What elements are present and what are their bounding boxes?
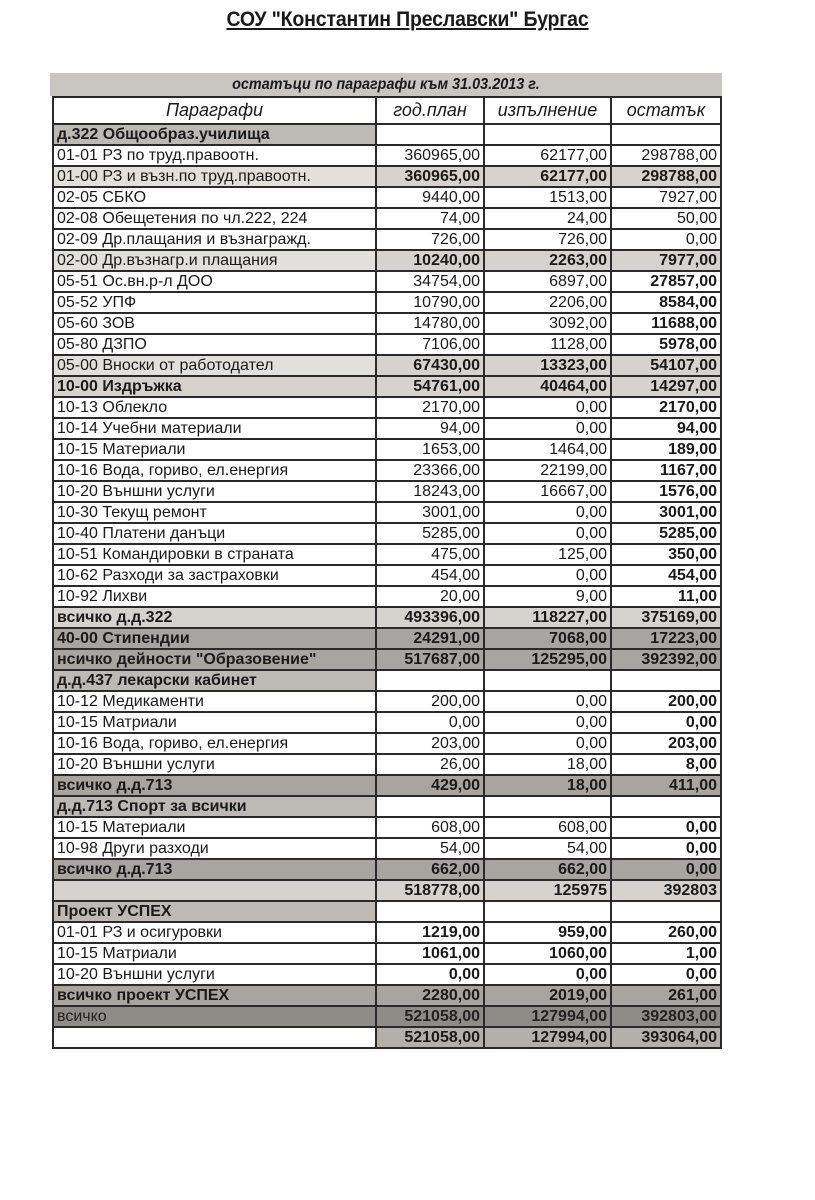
cell-remainder: [611, 796, 721, 817]
row-label: 10-15 Матриали: [53, 712, 376, 733]
cell-annual-plan: 5285,00: [376, 523, 484, 544]
cell-execution: 2019,00: [484, 985, 611, 1006]
cell-execution: 118227,00: [484, 607, 611, 628]
cell-execution: 0,00: [484, 418, 611, 439]
cell-remainder: 7977,00: [611, 250, 721, 271]
table-row: [53, 649, 721, 670]
cell-annual-plan: 7106,00: [376, 334, 484, 355]
cell-remainder: 1576,00: [611, 481, 721, 502]
cell-remainder: 8584,00: [611, 292, 721, 313]
row-label: 05-51 Ос.вн.р-л ДОО: [53, 271, 376, 292]
row-label: Проект УСПЕХ: [53, 901, 376, 922]
row-label: 02-09 Др.плащания и възнагражд.: [53, 229, 376, 250]
row-label: 10-16 Вода, гориво, ел.енергия: [53, 733, 376, 754]
cell-execution: 0,00: [484, 964, 611, 985]
table-row: [53, 796, 721, 817]
table-row: [53, 481, 721, 502]
table-row: [53, 922, 721, 943]
document-title: СОУ "Константин Преславски" Бургас: [226, 8, 589, 31]
row-label: 01-01 РЗ и осигуровки: [53, 922, 376, 943]
cell-annual-plan: 34754,00: [376, 271, 484, 292]
cell-annual-plan: 662,00: [376, 859, 484, 880]
cell-annual-plan: 200,00: [376, 691, 484, 712]
row-label: всичко д.д.713: [53, 775, 376, 796]
cell-execution: 125,00: [484, 544, 611, 565]
cell-remainder: 261,00: [611, 985, 721, 1006]
cell-execution: 0,00: [484, 712, 611, 733]
table-row: [53, 502, 721, 523]
cell-execution: 959,00: [484, 922, 611, 943]
row-label: всичко проект УСПЕХ: [53, 985, 376, 1006]
cell-execution: 608,00: [484, 817, 611, 838]
table-row: [53, 838, 721, 859]
cell-execution: 6897,00: [484, 271, 611, 292]
table-row: [53, 271, 721, 292]
cell-remainder: 1167,00: [611, 460, 721, 481]
cell-annual-plan: 2170,00: [376, 397, 484, 418]
cell-remainder: 392392,00: [611, 649, 721, 670]
table-row: [53, 754, 721, 775]
header-annual-plan: год.план: [376, 97, 484, 124]
table-row: [53, 607, 721, 628]
cell-remainder: 8,00: [611, 754, 721, 775]
row-label: 05-60 ЗОВ: [53, 313, 376, 334]
cell-remainder: 2170,00: [611, 397, 721, 418]
table-row: [53, 712, 721, 733]
cell-remainder: 0,00: [611, 964, 721, 985]
cell-remainder: 1,00: [611, 943, 721, 964]
cell-remainder: 189,00: [611, 439, 721, 460]
row-label: 10-13 Облекло: [53, 397, 376, 418]
table-row: [53, 418, 721, 439]
cell-annual-plan: 10790,00: [376, 292, 484, 313]
cell-remainder: 200,00: [611, 691, 721, 712]
row-label: 01-00 РЗ и възн.по труд.правоотн.: [53, 166, 376, 187]
cell-execution: 62177,00: [484, 166, 611, 187]
header-paragraphs: Параграфи: [53, 97, 376, 124]
row-label: 10-51 Командировки в страната: [53, 544, 376, 565]
cell-remainder: 0,00: [611, 838, 721, 859]
cell-execution: 2206,00: [484, 292, 611, 313]
cell-remainder: 298788,00: [611, 166, 721, 187]
cell-execution: 16667,00: [484, 481, 611, 502]
cell-execution: 0,00: [484, 733, 611, 754]
cell-execution: 662,00: [484, 859, 611, 880]
cell-execution: 0,00: [484, 565, 611, 586]
row-label: 05-80 ДЗПО: [53, 334, 376, 355]
row-label: 10-20 Външни услуги: [53, 754, 376, 775]
cell-remainder: 203,00: [611, 733, 721, 754]
cell-annual-plan: 54,00: [376, 838, 484, 859]
cell-execution: 3092,00: [484, 313, 611, 334]
table-caption-text: остатъци по параграфи към 31.03.2013 г.: [232, 76, 540, 93]
row-label: [53, 880, 376, 901]
cell-execution: 40464,00: [484, 376, 611, 397]
cell-annual-plan: 521058,00: [376, 1006, 484, 1027]
cell-annual-plan: 518778,00: [376, 880, 484, 901]
cell-execution: 1128,00: [484, 334, 611, 355]
cell-execution: 125295,00: [484, 649, 611, 670]
cell-remainder: 260,00: [611, 922, 721, 943]
cell-annual-plan: 0,00: [376, 712, 484, 733]
cell-remainder: 7927,00: [611, 187, 721, 208]
table-row: [53, 292, 721, 313]
row-label: 10-98 Други разходи: [53, 838, 376, 859]
row-label: 10-20 Външни услуги: [53, 964, 376, 985]
row-label: нсичко дейности "Образовение": [53, 649, 376, 670]
cell-remainder: 392803,00: [611, 1006, 721, 1027]
cell-remainder: 11,00: [611, 586, 721, 607]
cell-execution: 0,00: [484, 691, 611, 712]
cell-annual-plan: 454,00: [376, 565, 484, 586]
row-label: 10-62 Разходи за застраховки: [53, 565, 376, 586]
table-row: [53, 145, 721, 166]
cell-annual-plan: 2280,00: [376, 985, 484, 1006]
cell-remainder: 0,00: [611, 859, 721, 880]
cell-annual-plan: 18243,00: [376, 481, 484, 502]
row-label: 02-05 СБКО: [53, 187, 376, 208]
table-row: [53, 208, 721, 229]
cell-execution: 1513,00: [484, 187, 611, 208]
table-row: [53, 985, 721, 1006]
cell-annual-plan: 23366,00: [376, 460, 484, 481]
row-label: 05-00 Вноски от работодател: [53, 355, 376, 376]
cell-annual-plan: 521058,00: [376, 1027, 484, 1048]
cell-annual-plan: 3001,00: [376, 502, 484, 523]
cell-annual-plan: [376, 901, 484, 922]
cell-execution: 9,00: [484, 586, 611, 607]
cell-execution: [484, 901, 611, 922]
header-row: [53, 97, 721, 124]
table-row: [53, 229, 721, 250]
cell-remainder: 54107,00: [611, 355, 721, 376]
cell-remainder: 3001,00: [611, 502, 721, 523]
cell-annual-plan: 0,00: [376, 964, 484, 985]
header-execution: изпълнение: [484, 97, 611, 124]
cell-annual-plan: 726,00: [376, 229, 484, 250]
table-row: [53, 187, 721, 208]
table-row: [53, 460, 721, 481]
cell-execution: 18,00: [484, 754, 611, 775]
table-row: [53, 250, 721, 271]
row-label: всичко: [53, 1006, 376, 1027]
cell-execution: 0,00: [484, 502, 611, 523]
cell-remainder: 0,00: [611, 712, 721, 733]
cell-annual-plan: 360965,00: [376, 166, 484, 187]
cell-annual-plan: 1219,00: [376, 922, 484, 943]
cell-execution: 0,00: [484, 397, 611, 418]
row-label: 10-15 Материали: [53, 439, 376, 460]
cell-annual-plan: 203,00: [376, 733, 484, 754]
cell-execution: 0,00: [484, 523, 611, 544]
cell-annual-plan: 26,00: [376, 754, 484, 775]
table-row: [53, 691, 721, 712]
row-label: 02-08 Обещетения по чл.222, 224: [53, 208, 376, 229]
row-label: 10-14 Учебни материали: [53, 418, 376, 439]
row-label: д.322 Общообраз.училища: [53, 124, 376, 145]
cell-annual-plan: 14780,00: [376, 313, 484, 334]
cell-execution: 2263,00: [484, 250, 611, 271]
table-row: [53, 313, 721, 334]
row-label: всичко д.д.713: [53, 859, 376, 880]
cell-execution: 127994,00: [484, 1006, 611, 1027]
cell-annual-plan: 475,00: [376, 544, 484, 565]
table-body: [53, 124, 721, 1048]
cell-annual-plan: 10240,00: [376, 250, 484, 271]
table-row: [53, 166, 721, 187]
cell-annual-plan: 360965,00: [376, 145, 484, 166]
table-row: [53, 775, 721, 796]
cell-execution: [484, 124, 611, 145]
table-row: [53, 1027, 721, 1048]
cell-execution: 22199,00: [484, 460, 611, 481]
cell-remainder: 14297,00: [611, 376, 721, 397]
cell-execution: 127994,00: [484, 1027, 611, 1048]
cell-remainder: [611, 124, 721, 145]
table-row: [53, 565, 721, 586]
cell-annual-plan: [376, 670, 484, 691]
table-row: [53, 544, 721, 565]
cell-annual-plan: 429,00: [376, 775, 484, 796]
table-row: [53, 523, 721, 544]
cell-annual-plan: 74,00: [376, 208, 484, 229]
cell-remainder: 393064,00: [611, 1027, 721, 1048]
table-row: [53, 733, 721, 754]
cell-remainder: 0,00: [611, 229, 721, 250]
table-row: [53, 964, 721, 985]
cell-annual-plan: 94,00: [376, 418, 484, 439]
row-label: д.д.713 Спорт за всички: [53, 796, 376, 817]
cell-annual-plan: 493396,00: [376, 607, 484, 628]
cell-remainder: 411,00: [611, 775, 721, 796]
cell-remainder: 5285,00: [611, 523, 721, 544]
cell-annual-plan: [376, 124, 484, 145]
cell-remainder: [611, 670, 721, 691]
cell-execution: 726,00: [484, 229, 611, 250]
table-row: [53, 334, 721, 355]
row-label: всичко д.д.322: [53, 607, 376, 628]
cell-execution: [484, 796, 611, 817]
cell-execution: 54,00: [484, 838, 611, 859]
row-label: 10-40 Платени данъци: [53, 523, 376, 544]
table-row: [53, 670, 721, 691]
budget-table: [52, 96, 722, 1049]
row-label: 05-52 УПФ: [53, 292, 376, 313]
header-remainder: остатък: [611, 97, 721, 124]
row-label: 10-30 Текущ ремонт: [53, 502, 376, 523]
table-row: [53, 817, 721, 838]
cell-execution: 1060,00: [484, 943, 611, 964]
table-caption: [50, 73, 722, 96]
row-label: 10-92 Лихви: [53, 586, 376, 607]
cell-execution: 62177,00: [484, 145, 611, 166]
table-row: [53, 586, 721, 607]
cell-remainder: 5978,00: [611, 334, 721, 355]
table-row: [53, 439, 721, 460]
row-label: 10-16 Вода, гориво, ел.енергия: [53, 460, 376, 481]
row-label: 10-15 Матриали: [53, 943, 376, 964]
table-row: [53, 859, 721, 880]
cell-execution: 1464,00: [484, 439, 611, 460]
row-label: 10-15 Материали: [53, 817, 376, 838]
cell-remainder: 11688,00: [611, 313, 721, 334]
row-label: 10-20 Външни услуги: [53, 481, 376, 502]
cell-annual-plan: 517687,00: [376, 649, 484, 670]
row-label: 01-01 РЗ по труд.правоотн.: [53, 145, 376, 166]
cell-remainder: 50,00: [611, 208, 721, 229]
table-row: [53, 397, 721, 418]
cell-remainder: 94,00: [611, 418, 721, 439]
cell-annual-plan: 1061,00: [376, 943, 484, 964]
table-row: [53, 880, 721, 901]
cell-execution: 24,00: [484, 208, 611, 229]
cell-annual-plan: 1653,00: [376, 439, 484, 460]
cell-execution: 13323,00: [484, 355, 611, 376]
cell-annual-plan: 24291,00: [376, 628, 484, 649]
cell-remainder: 0,00: [611, 817, 721, 838]
cell-annual-plan: 54761,00: [376, 376, 484, 397]
cell-remainder: 392803: [611, 880, 721, 901]
row-label: д.д.437 лекарски кабинет: [53, 670, 376, 691]
table-row: [53, 124, 721, 145]
row-label: 10-12 Медикаменти: [53, 691, 376, 712]
table-row: [53, 1006, 721, 1027]
row-label: 10-00 Издръжка: [53, 376, 376, 397]
cell-remainder: 350,00: [611, 544, 721, 565]
cell-remainder: 17223,00: [611, 628, 721, 649]
row-label: [53, 1027, 376, 1048]
cell-annual-plan: [376, 796, 484, 817]
cell-annual-plan: 20,00: [376, 586, 484, 607]
cell-remainder: 375169,00: [611, 607, 721, 628]
row-label: 02-00 Др.възнагр.и плащания: [53, 250, 376, 271]
cell-execution: [484, 670, 611, 691]
cell-remainder: 454,00: [611, 565, 721, 586]
cell-execution: 125975: [484, 880, 611, 901]
cell-annual-plan: 67430,00: [376, 355, 484, 376]
cell-annual-plan: 608,00: [376, 817, 484, 838]
table-row: [53, 355, 721, 376]
cell-execution: 18,00: [484, 775, 611, 796]
table-row: [53, 943, 721, 964]
cell-remainder: 27857,00: [611, 271, 721, 292]
row-label: 40-00 Стипендии: [53, 628, 376, 649]
cell-remainder: [611, 901, 721, 922]
table-row: [53, 628, 721, 649]
cell-remainder: 298788,00: [611, 145, 721, 166]
cell-execution: 7068,00: [484, 628, 611, 649]
table-row: [53, 901, 721, 922]
cell-annual-plan: 9440,00: [376, 187, 484, 208]
table-row: [53, 376, 721, 397]
